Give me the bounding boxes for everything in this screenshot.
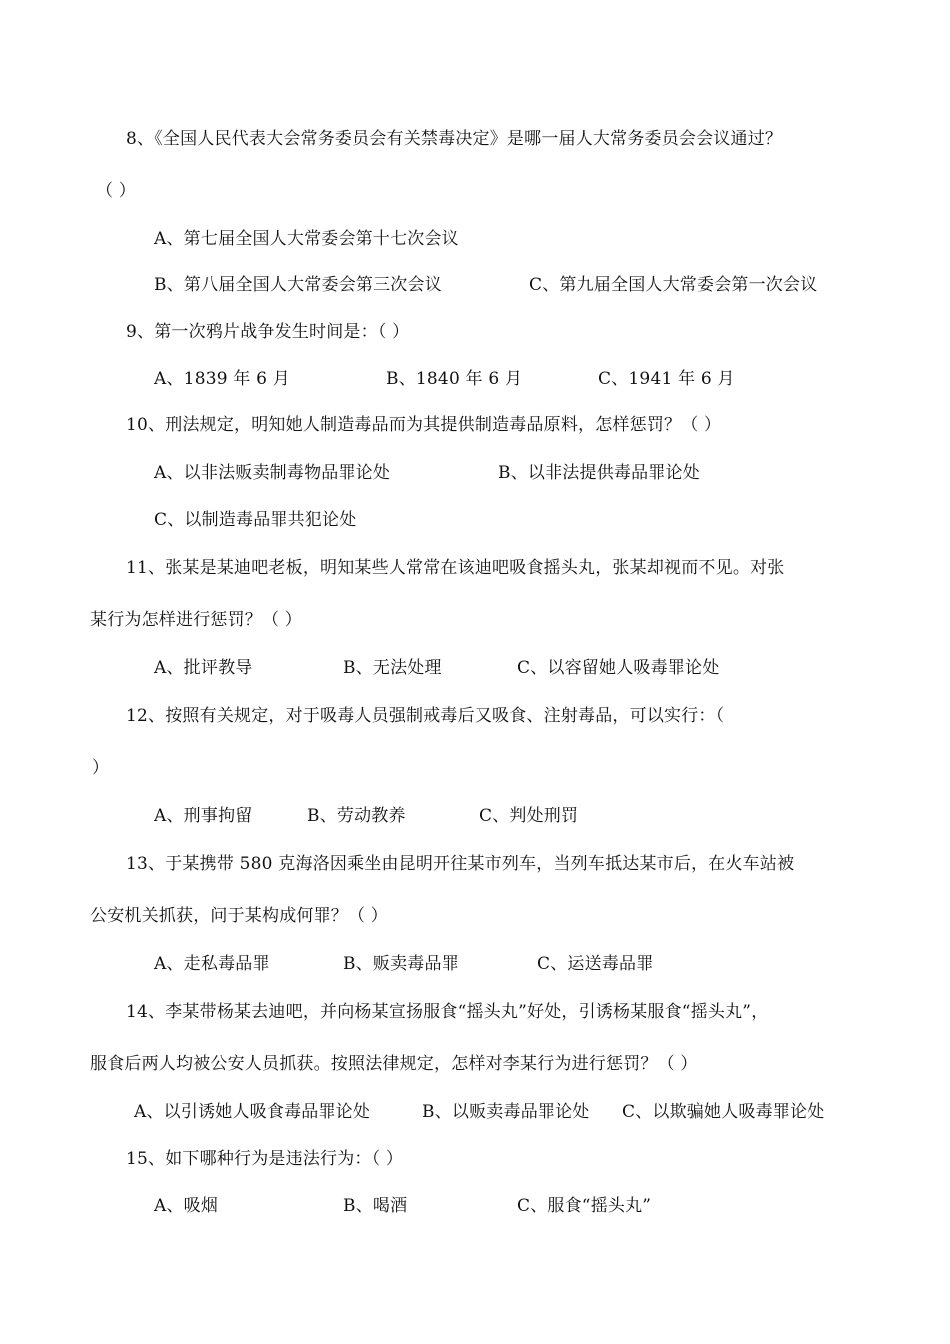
question-10-option-a: A、以非法贩卖制毒物品罪论处	[154, 463, 391, 483]
question-10-text: 10、刑法规定，明知她人制造毒品而为其提供制造毒品原料，怎样惩罚？（ ）	[126, 415, 722, 435]
question-13-option-a: A、走私毒品罪	[154, 954, 270, 974]
question-9-option-c: C、1941 年 6 月	[598, 369, 735, 389]
question-8-option-b: B、第八届全国人大常委会第三次会议	[154, 275, 442, 295]
question-12-answer-blank: ）	[92, 758, 110, 778]
question-10-option-b: B、以非法提供毒品罪论处	[498, 463, 700, 483]
question-13-text: 13、于某携带 580 克海洛因乘坐由昆明开往某市列车，当列车抵达某市后，在火车站被	[126, 854, 795, 874]
question-15-option-a: A、吸烟	[154, 1196, 219, 1216]
question-12-option-b: B、劳动教养	[307, 806, 406, 826]
question-11-text: 11、张某是某迪吧老板，明知某些人常常在该迪吧吸食摇头丸，张某却视而不见。对张	[126, 558, 785, 578]
question-13-option-c: C、运送毒品罪	[537, 954, 654, 974]
question-10-option-c: C、以制造毒品罪共犯论处	[154, 510, 357, 530]
question-11-option-b: B、无法处理	[343, 658, 442, 678]
question-12-option-c: C、判处刑罚	[479, 806, 579, 826]
question-12-option-a: A、刑事拘留	[154, 806, 253, 826]
question-14-text: 14、李某带杨某去迪吧，并向杨某宣扬服食“摇头丸”好处，引诱杨某服食“摇头丸”，	[126, 1002, 769, 1022]
question-13-option-b: B、贩卖毒品罪	[343, 954, 459, 974]
question-11-option-c: C、以容留她人吸毒罪论处	[517, 658, 720, 678]
question-8-text: 8、《全国人民代表大会常务委员会有关禁毒决定》是哪一届人大常务委员会会议通过？	[126, 129, 783, 149]
question-9-text: 9、第一次鸦片战争发生时间是：（ ）	[126, 322, 410, 342]
question-8-answer-blank: （ ）	[96, 181, 137, 201]
question-9-option-b: B、1840 年 6 月	[386, 369, 523, 389]
question-11-option-a: A、批评教导	[154, 658, 253, 678]
question-15-option-c: C、服食“摇头丸”	[517, 1196, 652, 1216]
question-8-option-c: C、第九届全国人大常委会第一次会议	[529, 275, 818, 295]
question-14-option-b: B、以贩卖毒品罪论处	[422, 1102, 590, 1122]
question-11-text-continued: 某行为怎样进行惩罚？（ ）	[90, 610, 303, 630]
question-14-option-a: A、以引诱她人吸食毒品罪论处	[134, 1102, 371, 1122]
question-15-text: 15、如下哪种行为是违法行为：（ ）	[126, 1149, 404, 1169]
question-13-text-continued: 公安机关抓获，问于某构成何罪？（ ）	[90, 906, 389, 926]
question-14-option-c: C、以欺骗她人吸毒罪论处	[622, 1102, 825, 1122]
question-12-text: 12、按照有关规定，对于吸毒人员强制戒毒后又吸食、注射毒品，可以实行：（	[126, 706, 725, 726]
question-14-text-continued: 服食后两人均被公安人员抓获。按照法律规定，怎样对李某行为进行惩罚？（ ）	[90, 1054, 698, 1074]
question-15-option-b: B、喝酒	[343, 1196, 408, 1216]
question-8-option-a: A、第七届全国人大常委会第十七次会议	[154, 229, 459, 249]
question-9-option-a: A、1839 年 6 月	[154, 369, 290, 389]
